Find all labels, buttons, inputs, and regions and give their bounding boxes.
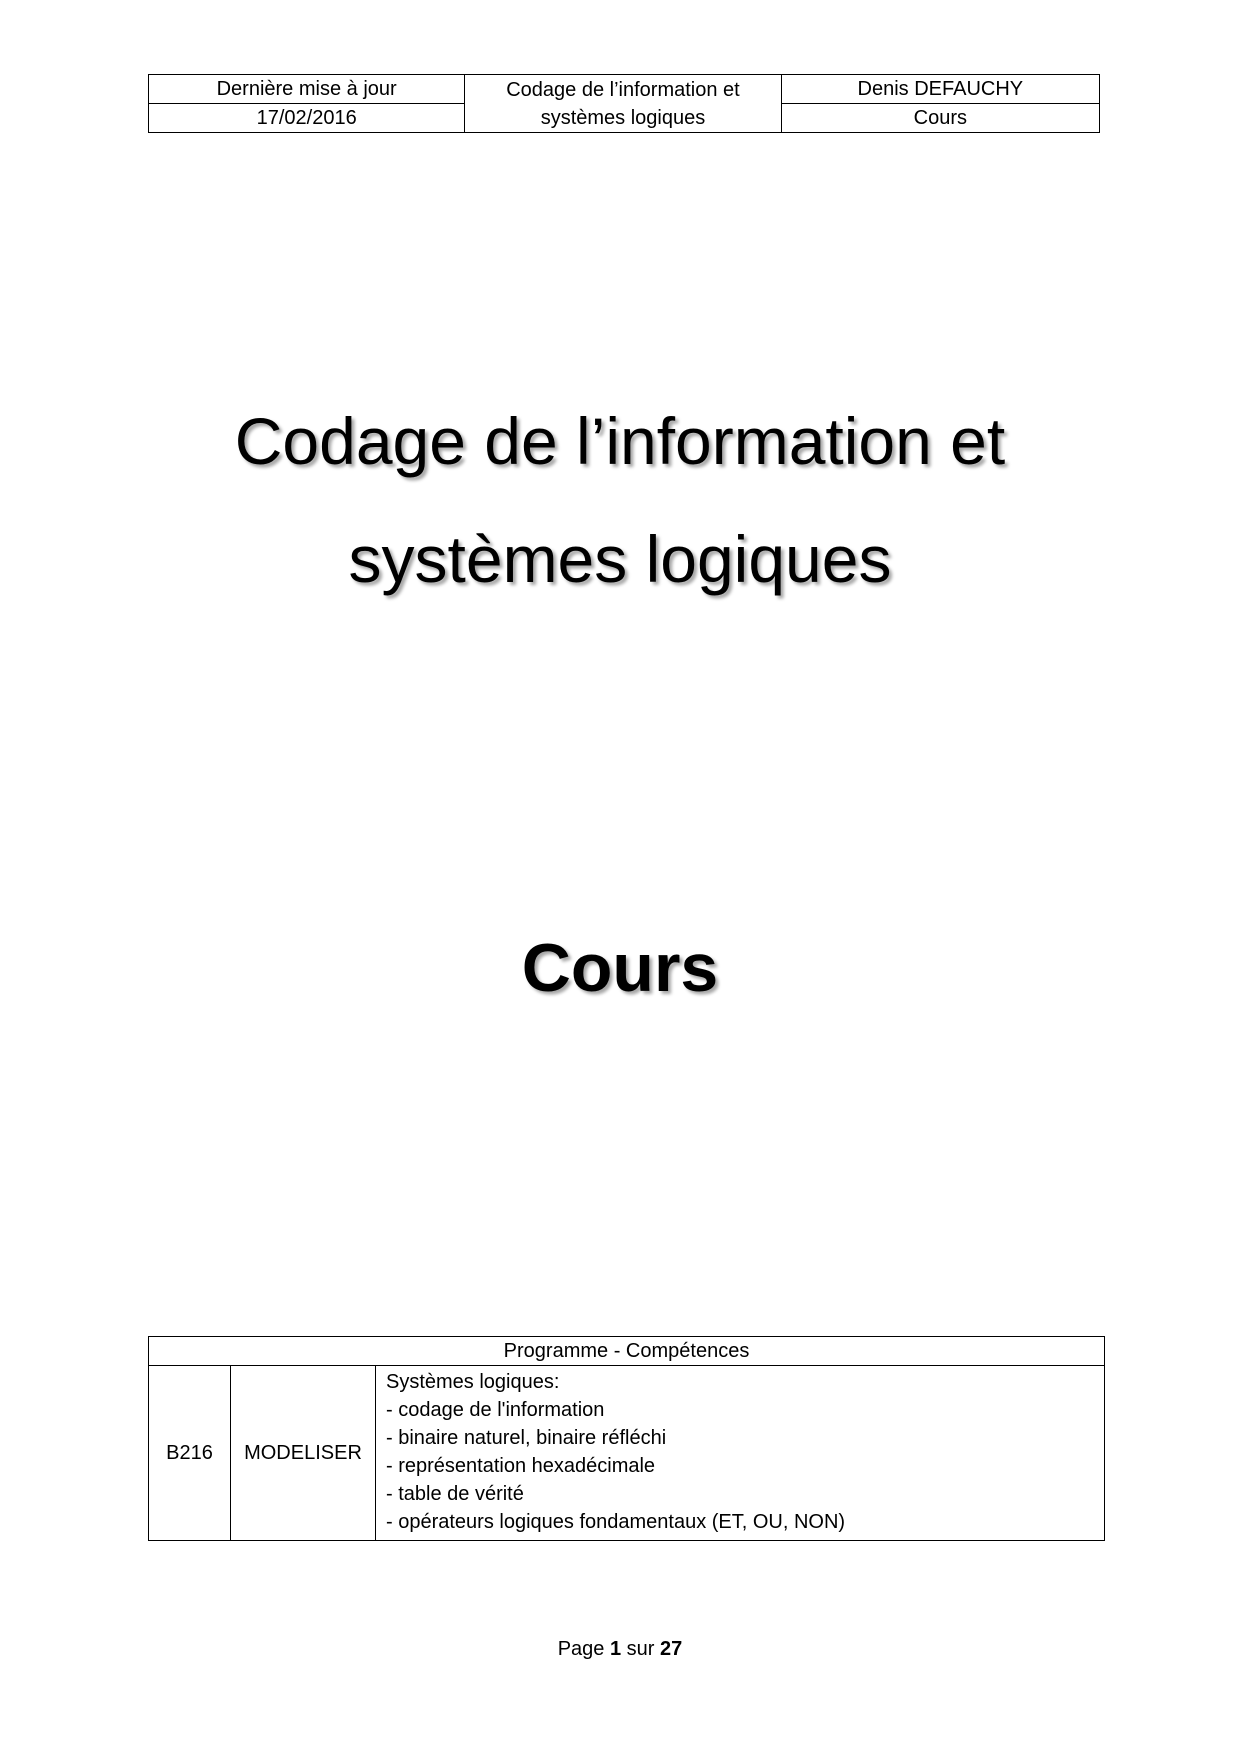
of-label: sur [626,1638,655,1660]
page-number: 1 [609,1638,622,1660]
page-footer [0,1638,1240,1661]
page-label: Page [557,1638,605,1660]
content-line: - binaire naturel, binaire réfléchi [386,1427,667,1449]
document-title-line-1: Codage de l’information et [234,404,1006,478]
competence-code: B216 [149,1366,231,1541]
document-subtitle: Cours [521,930,719,1006]
content-line: - opérateurs logiques fondamentaux (ET, OU, NON) [386,1511,846,1533]
programme-table [148,1336,1105,1541]
content-line: - table de vérité [386,1483,524,1505]
document-title-line-2: systèmes logiques [348,522,892,596]
content-line: Systèmes logiques: [386,1371,560,1393]
subject-cell [465,75,781,133]
doc-type: Cours [781,104,1099,133]
subject-line-2: systèmes logiques [540,106,706,129]
content-line: - codage de l'information [386,1399,605,1421]
competence-skill: MODELISER [231,1366,376,1541]
subject-line-1: Codage de l’information et [506,78,740,101]
author: Denis DEFAUCHY [781,75,1099,104]
last-update-label: Dernière mise à jour [149,75,465,104]
document-title [0,382,1240,618]
total-pages: 27 [660,1638,683,1660]
programme-header: Programme - Compétences [149,1337,1105,1366]
programme-row [149,1366,1105,1541]
header-table [148,74,1100,133]
competence-content [376,1366,1105,1541]
content-line: - représentation hexadécimale [386,1455,656,1477]
last-update-date: 17/02/2016 [149,104,465,133]
